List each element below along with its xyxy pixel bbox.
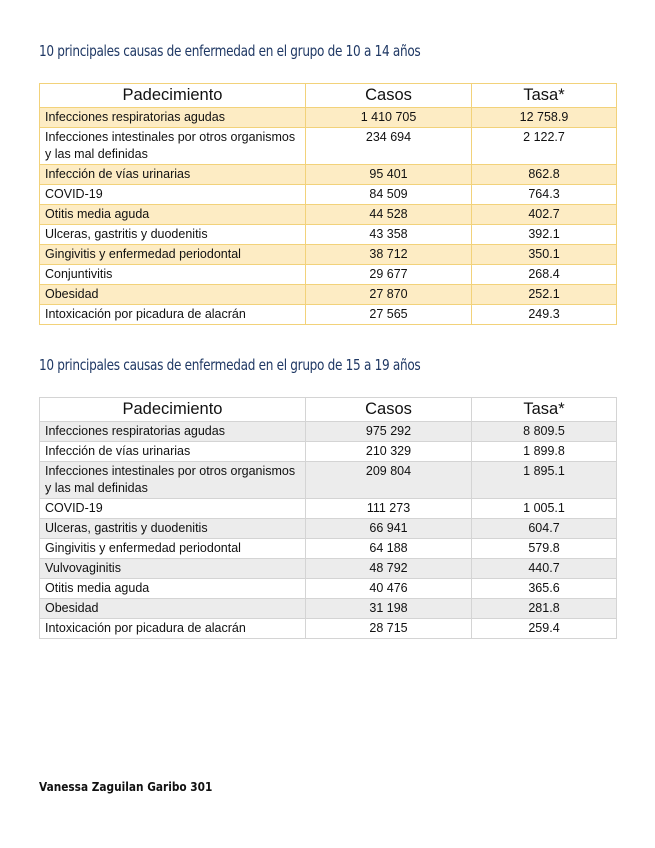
- cell-rate: 2 122.7: [472, 128, 617, 165]
- cell-cases: 1 410 705: [306, 108, 472, 128]
- cell-cases: 40 476: [306, 579, 472, 599]
- cell-cases: 27 565: [306, 305, 472, 325]
- cell-cases: 209 804: [306, 462, 472, 499]
- cell-cases: 975 292: [306, 422, 472, 442]
- cell-condition: Infección de vías urinarias: [40, 165, 306, 185]
- cell-rate: 8 809.5: [472, 422, 617, 442]
- cell-cases: 66 941: [306, 519, 472, 539]
- header-condition: Padecimiento: [40, 398, 306, 422]
- cell-rate: 281.8: [472, 599, 617, 619]
- cell-cases: 27 870: [306, 285, 472, 305]
- cell-condition: Otitis media aguda: [40, 579, 306, 599]
- cell-rate: 252.1: [472, 285, 617, 305]
- table-row: [40, 108, 617, 128]
- table-row: [40, 422, 617, 442]
- table-row: [40, 245, 617, 265]
- table-header-row: [40, 398, 617, 422]
- cell-cases: 48 792: [306, 559, 472, 579]
- header-rate: Tasa*: [472, 398, 617, 422]
- table-row: [40, 462, 617, 499]
- cell-condition: Obesidad: [40, 285, 306, 305]
- cell-cases: 28 715: [306, 619, 472, 639]
- table-row: [40, 579, 617, 599]
- cell-cases: 95 401: [306, 165, 472, 185]
- table-row: [40, 519, 617, 539]
- header-rate: Tasa*: [472, 84, 617, 108]
- cell-rate: 1 005.1: [472, 499, 617, 519]
- cell-cases: 43 358: [306, 225, 472, 245]
- cell-condition: Ulceras, gastritis y duodenitis: [40, 225, 306, 245]
- cell-condition: Ulceras, gastritis y duodenitis: [40, 519, 306, 539]
- cell-rate: 764.3: [472, 185, 617, 205]
- cell-rate: 365.6: [472, 579, 617, 599]
- cell-condition: Gingivitis y enfermedad periodontal: [40, 245, 306, 265]
- table-row: [40, 599, 617, 619]
- author-name: Vanessa Zaguilan Garibo 301: [39, 780, 213, 794]
- cell-rate: 862.8: [472, 165, 617, 185]
- table1-title: 10 principales causas de enfermedad en el grupo de 10 a 14 años: [39, 42, 421, 60]
- cell-condition: Infección de vías urinarias: [40, 442, 306, 462]
- cell-rate: 268.4: [472, 265, 617, 285]
- table-row: [40, 225, 617, 245]
- cell-rate: 402.7: [472, 205, 617, 225]
- cell-rate: 579.8: [472, 539, 617, 559]
- cell-rate: 604.7: [472, 519, 617, 539]
- table-header-row: [40, 84, 617, 108]
- cell-rate: 1 895.1: [472, 462, 617, 499]
- table-row: [40, 128, 617, 165]
- cell-rate: 440.7: [472, 559, 617, 579]
- cell-rate: 259.4: [472, 619, 617, 639]
- header-condition: Padecimiento: [40, 84, 306, 108]
- table-row: [40, 499, 617, 519]
- table-row: [40, 265, 617, 285]
- cell-condition: Otitis media aguda: [40, 205, 306, 225]
- table-row: [40, 305, 617, 325]
- cell-condition: Intoxicación por picadura de alacrán: [40, 619, 306, 639]
- cell-condition: Gingivitis y enfermedad periodontal: [40, 539, 306, 559]
- cell-condition: COVID-19: [40, 499, 306, 519]
- table-row: [40, 619, 617, 639]
- cell-rate: 1 899.8: [472, 442, 617, 462]
- disease-table-10-14: [39, 83, 617, 325]
- table2-title: 10 principales causas de enfermedad en el grupo de 15 a 19 años: [39, 356, 421, 374]
- cell-cases: 84 509: [306, 185, 472, 205]
- cell-cases: 210 329: [306, 442, 472, 462]
- cell-condition: Infecciones respiratorias agudas: [40, 422, 306, 442]
- table-row: [40, 165, 617, 185]
- cell-cases: 111 273: [306, 499, 472, 519]
- cell-condition: Infecciones intestinales por otros organismos y las mal definidas: [40, 462, 306, 499]
- disease-table-15-19: [39, 397, 617, 639]
- table-row: [40, 539, 617, 559]
- cell-cases: 234 694: [306, 128, 472, 165]
- cell-rate: 350.1: [472, 245, 617, 265]
- cell-condition: Infecciones respiratorias agudas: [40, 108, 306, 128]
- cell-cases: 64 188: [306, 539, 472, 559]
- cell-cases: 44 528: [306, 205, 472, 225]
- cell-condition: COVID-19: [40, 185, 306, 205]
- cell-condition: Intoxicación por picadura de alacrán: [40, 305, 306, 325]
- table-row: [40, 442, 617, 462]
- cell-cases: 31 198: [306, 599, 472, 619]
- table-row: [40, 559, 617, 579]
- cell-condition: Vulvovaginitis: [40, 559, 306, 579]
- header-cases: Casos: [306, 398, 472, 422]
- cell-cases: 38 712: [306, 245, 472, 265]
- cell-condition: Obesidad: [40, 599, 306, 619]
- table-row: [40, 185, 617, 205]
- cell-condition: Infecciones intestinales por otros organismos y las mal definidas: [40, 128, 306, 165]
- cell-cases: 29 677: [306, 265, 472, 285]
- cell-rate: 249.3: [472, 305, 617, 325]
- table-row: [40, 285, 617, 305]
- header-cases: Casos: [306, 84, 472, 108]
- cell-rate: 12 758.9: [472, 108, 617, 128]
- table-row: [40, 205, 617, 225]
- cell-condition: Conjuntivitis: [40, 265, 306, 285]
- cell-rate: 392.1: [472, 225, 617, 245]
